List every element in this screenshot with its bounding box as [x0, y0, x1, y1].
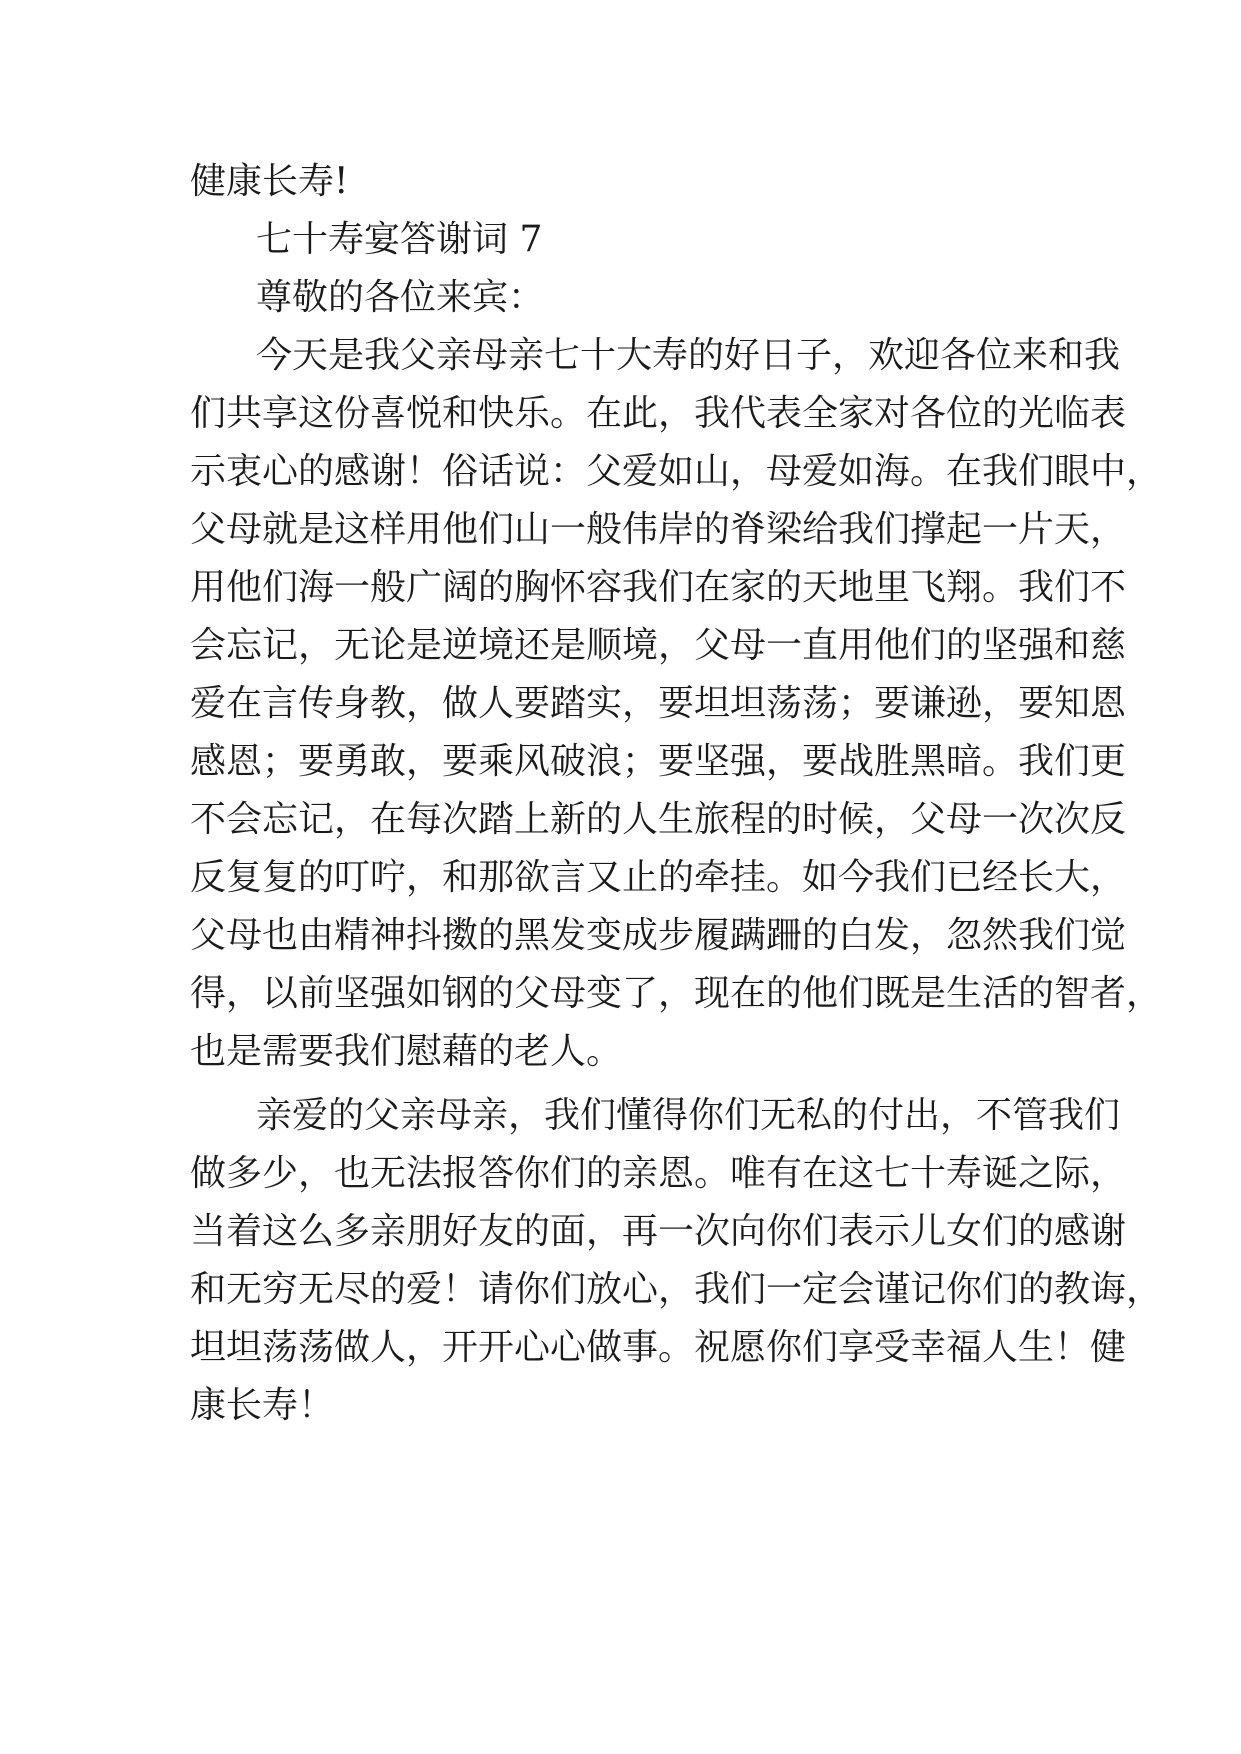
paragraph-line: 反复复的叮咛，和那欲言又止的牵挂。如今我们已经长大，: [190, 857, 1127, 898]
paragraph-line: 会忘记，无论是逆境还是顺境，父母一直用他们的坚强和慈: [190, 625, 1127, 666]
paragraph-line: 亲爱的父亲母亲，我们懂得你们无私的付出，不管我们: [256, 1095, 1121, 1136]
paragraph-line: 们共享这份喜悦和快乐。在此，我代表全家对各位的光临表: [190, 393, 1127, 434]
paragraph-line: 也是需要我们慰藉的老人。: [190, 1031, 623, 1072]
paragraph-line: 坦坦荡荡做人，开开心心做事。祝愿你们享受幸福人生！健: [190, 1327, 1127, 1368]
paragraph-line: 康长寿！: [190, 1385, 335, 1426]
paragraph-line: 用他们海一般广阔的胸怀容我们在家的天地里飞翔。我们不: [190, 567, 1127, 608]
paragraph-line: 今天是我父亲母亲七十大寿的好日子，欢迎各位来和我: [256, 335, 1121, 376]
paragraph-line: 爱在言传身教，做人要踏实，要坦坦荡荡；要谦逊，要知恩: [190, 683, 1127, 724]
paragraph-line: 感恩；要勇敢，要乘风破浪；要坚强，要战胜黑暗。我们更: [190, 741, 1127, 782]
text-line: 健康长寿!: [190, 161, 349, 202]
paragraph-line: 不会忘记，在每次踏上新的人生旅程的时候，父母一次次反: [190, 799, 1127, 840]
section-title: 七十寿宴答谢词 7: [256, 219, 543, 260]
paragraph-line: 和无穷无尽的爱！请你们放心，我们一定会谨记你们的教诲，: [190, 1269, 1163, 1310]
salutation: 尊敬的各位来宾：: [256, 277, 545, 318]
paragraph-line: 当着这么多亲朋好友的面，再一次向你们表示儿女们的感谢: [190, 1211, 1127, 1252]
paragraph-line: 父母就是这样用他们山一般伟岸的脊梁给我们撑起一片天，: [190, 509, 1127, 550]
paragraph-line: 父母也由精神抖擞的黑发变成步履蹒跚的白发，忽然我们觉: [190, 915, 1127, 956]
paragraph-line: 得，以前坚强如钢的父母变了，现在的他们既是生活的智者，: [190, 973, 1163, 1014]
paragraph-line: 做多少，也无法报答你们的亲恩。唯有在这七十寿诞之际，: [190, 1153, 1127, 1194]
paragraph-line: 示衷心的感谢！俗话说：父爱如山，母爱如海。在我们眼中，: [190, 451, 1163, 492]
